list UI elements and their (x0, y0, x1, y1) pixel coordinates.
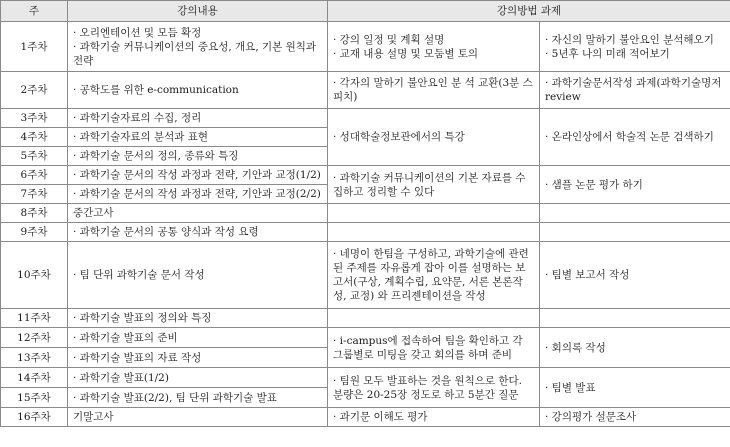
task-cell (540, 309, 730, 328)
week-cell: 4주차 (1, 128, 68, 147)
task-cell (540, 72, 730, 109)
week-cell: 7주차 (1, 185, 68, 204)
table-row (1, 223, 730, 242)
method-line: · 팀원 모두 발표하는 것을 원칙으로 한다. 분량은 20-25장 정도로 하고 5분간 질문 (333, 374, 522, 401)
method-cell (328, 242, 540, 309)
content-line: 중간고사 (73, 207, 114, 219)
method-cell (328, 166, 540, 204)
table-row (1, 328, 730, 348)
week-cell: 12주차 (1, 328, 68, 348)
method-cell (328, 223, 540, 242)
week-cell: 8주차 (1, 204, 68, 223)
method-line: · 강의 일정 및 계획 설명 (333, 33, 445, 46)
method-cell (328, 204, 540, 223)
content-line: · 과학기술 문서의 작성 과정과 전략, 기안과 교정(1/2) (73, 169, 321, 181)
task-line: · 팀별 발표 (545, 381, 596, 394)
task-line: · 과학기술문서작성 과제(과학기술명저 review (545, 77, 722, 103)
week-cell: 9주차 (1, 223, 68, 242)
content-cell (68, 242, 328, 309)
task-cell (540, 166, 730, 204)
content-cell (68, 388, 328, 408)
content-cell (68, 408, 328, 427)
week-cell: 16주차 (1, 408, 68, 427)
content-line: · 과학기술자료의 수집, 정리 (73, 112, 202, 124)
week-cell: 1주차 (1, 22, 68, 72)
task-cell (540, 408, 730, 427)
week-cell: 13주차 (1, 348, 68, 368)
content-line: · 과학기술 문서의 공통 양식과 작성 요령 (73, 226, 259, 238)
table-row (1, 22, 730, 72)
method-cell (328, 22, 540, 72)
header-row (1, 1, 730, 22)
method-cell (328, 309, 540, 328)
header-content: 강의내용 (68, 1, 328, 22)
method-cell (328, 408, 540, 427)
task-cell (540, 223, 730, 242)
content-line: · 과학기술 발표의 자료 작성 (73, 351, 202, 364)
content-line: · 오리엔테이션 및 모듬 확정 (73, 26, 202, 39)
task-cell (540, 328, 730, 368)
content-cell (68, 147, 328, 166)
content-cell (68, 185, 328, 204)
content-cell (68, 328, 328, 348)
method-cell (328, 109, 540, 166)
week-cell: 6주차 (1, 166, 68, 185)
method-line: · 네명이 한팀을 구성하고, 과학기술에 관련된 주제를 자유롭게 잡아 이를 설명하는 보고서(구상, 계획수립, 요약문, 서론 본론작성, 교정) 와 프리젠테이션을 작성 (333, 248, 529, 302)
table-row (1, 309, 730, 328)
method-line: · 각자의 말하기 불안요인 분 석 교환(3분 스피치) (333, 77, 533, 103)
content-cell (68, 72, 328, 109)
content-line: · 과학기술 발표의 정의와 특징 (73, 312, 212, 324)
content-cell (68, 204, 328, 223)
task-line: · 온라인상에서 학술적 논문 검색하기 (545, 131, 714, 143)
week-cell: 10주차 (1, 242, 68, 309)
content-line: · 과학기술 문서의 작성 과정과 전략, 기안과 교정(2/2) (73, 188, 321, 200)
task-cell (540, 22, 730, 72)
table-row (1, 242, 730, 309)
content-cell (68, 22, 328, 72)
method-line: · 교재 내용 설명 및 모둠별 토의 (333, 47, 479, 60)
content-line: · 과학기술 발표의 준비 (73, 331, 178, 344)
method-line: · 과학기술 커뮤니케이션의 기본 자료를 수집하고 정리할 수 있다 (333, 171, 526, 198)
table-row (1, 72, 730, 109)
method-line: · 과기문 이해도 평가 (333, 411, 428, 423)
content-line: 기말고사 (73, 411, 114, 423)
content-line: · 공학도를 위한 e-communication (73, 84, 239, 96)
task-line: · 샘플 논문 평가 하기 (545, 178, 643, 191)
task-line: · 팀별 보고서 작성 (545, 269, 630, 281)
week-cell: 3주차 (1, 109, 68, 128)
method-line: · 성대학술정보관에서의 특강 (333, 131, 465, 143)
content-cell (68, 309, 328, 328)
content-line: · 팀 단위 과학기술 문서 작성 (73, 269, 205, 281)
content-line: · 과학기술자료의 분석과 표현 (73, 131, 209, 143)
table-row (1, 166, 730, 185)
week-cell: 2주차 (1, 72, 68, 109)
task-line: · 자신의 말하기 불안요인 분석해오기 (545, 33, 714, 46)
task-line: · 5년후 나의 미래 적어보기 (545, 47, 670, 60)
week-cell: 11주차 (1, 309, 68, 328)
table-row (1, 109, 730, 128)
week-cell: 5주차 (1, 147, 68, 166)
task-cell (540, 204, 730, 223)
content-cell (68, 109, 328, 128)
week-cell: 14주차 (1, 368, 68, 388)
content-line: · 과학기술 발표(2/2), 팀 단위 과학기술 발표 (73, 391, 277, 404)
content-cell (68, 223, 328, 242)
content-cell (68, 166, 328, 185)
content-line: · 과학기술 문서의 정의, 종류와 특징 (73, 150, 239, 162)
method-cell (328, 72, 540, 109)
table-row (1, 204, 730, 223)
task-cell (540, 109, 730, 166)
content-cell (68, 368, 328, 388)
method-line: · i-campus에 접속하여 팀을 확인하고 각 그룹별로 미팅을 갖고 회의를 하며 준비 (333, 334, 523, 361)
content-cell (68, 128, 328, 147)
task-cell (540, 368, 730, 408)
method-cell (328, 328, 540, 368)
content-cell (68, 348, 328, 368)
task-line: · 강의평가 설문조사 (545, 411, 637, 423)
content-line: · 과학기술 발표(1/2) (73, 371, 169, 384)
week-cell: 15주차 (1, 388, 68, 408)
table-row (1, 408, 730, 427)
table-row (1, 368, 730, 388)
content-line: · 과학기술 커뮤니케이션의 중요성, 개요, 기본 원칙과 전략 (73, 40, 317, 67)
header-method-task: 강의방법 과제 (328, 1, 730, 22)
method-cell (328, 368, 540, 408)
header-week: 주 (1, 1, 68, 22)
task-line: · 회의록 작성 (545, 341, 606, 354)
task-cell (540, 242, 730, 309)
